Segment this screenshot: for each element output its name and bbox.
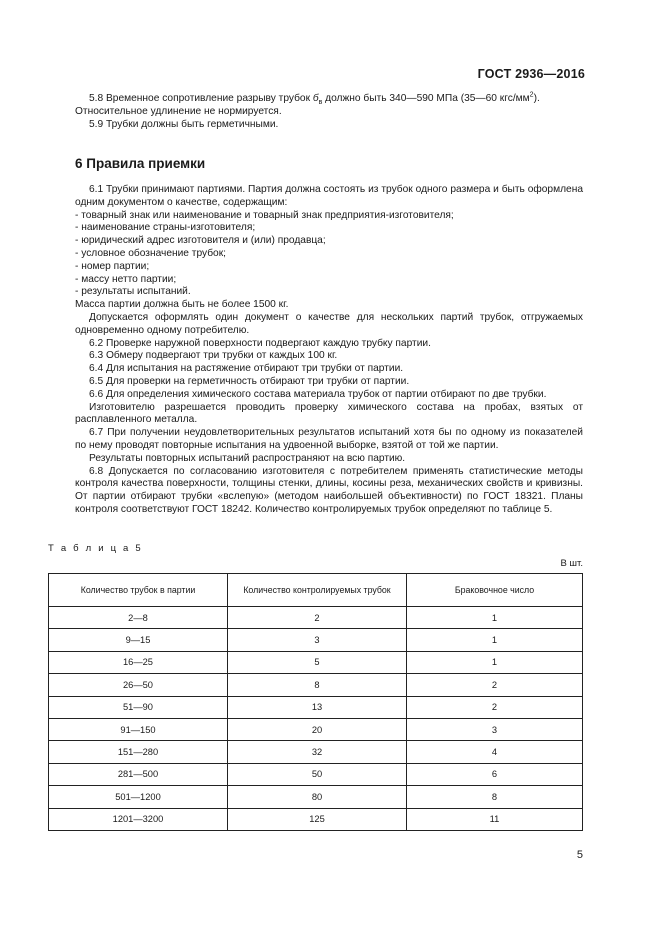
section6-body: [75, 184, 583, 517]
page-number: 5: [576, 849, 583, 861]
cell-lot-size: 26—50: [49, 674, 228, 696]
list-item: - номер партии;: [75, 260, 150, 272]
document-id-header: ГОСТ 2936—2016: [477, 67, 585, 81]
list-item: - наименование страны-изготовителя;: [75, 222, 256, 234]
paragraph-6-6-melt: Изготовителю разрешается проводить проверку химического состава на пробах, взятых от расплавленного металла.: [75, 401, 583, 426]
text-5-8b: должно быть 340—590 МПа (35—60 кгс/мм: [322, 93, 530, 104]
column-header-lot-size: Количество трубок в партии: [49, 574, 228, 607]
paragraph-6-8: 6.8 Допускается по согласованию изготовителя с потребителем применять статистические методы контроля качества поверхности, толщины стенки, длины, косины реза, механических свойств и кривизны. От партии отбирают трубки «вслепую» (методом наибольшей объективности) по ГОСТ 18321. Планы контроля соответствуют ГОСТ 18242. Количество контролируемых трубок определяют по таблице 5.: [75, 465, 583, 515]
cell-inspected-count: 2: [228, 607, 407, 629]
cell-lot-size: 501—1200: [49, 786, 228, 808]
cell-rejection-number: 1: [407, 651, 583, 673]
list-item: - товарный знак или наименование и товарный знак предприятия-изготовителя;: [75, 209, 454, 221]
paragraph-6-5: 6.5 Для проверки на герметичность отбирают три трубки от партии.: [89, 375, 410, 387]
section5-tail: [75, 93, 583, 131]
table-row: [49, 808, 583, 830]
paragraph-6-4: 6.4 Для испытания на растяжение отбирают три трубки от партии.: [89, 363, 404, 375]
cell-rejection-number: 2: [407, 674, 583, 696]
cell-rejection-number: 1: [407, 629, 583, 651]
table-row: [49, 629, 583, 651]
cell-lot-size: 2—8: [49, 607, 228, 629]
table-row: [49, 763, 583, 785]
cell-lot-size: 281—500: [49, 763, 228, 785]
cell-rejection-number: 11: [407, 808, 583, 830]
cell-lot-size: 16—25: [49, 651, 228, 673]
paragraph-mass: Масса партии должна быть не более 1500 кг.: [75, 299, 289, 311]
stress-symbol: б: [312, 93, 319, 104]
cell-rejection-number: 6: [407, 763, 583, 785]
cell-inspected-count: 5: [228, 651, 407, 673]
paragraph-6-3: 6.3 Обмеру подвергают три трубки от каждых 100 кг.: [89, 350, 338, 362]
paragraph-single-doc: Допускается оформлять один документ о качестве для нескольких партий трубок, отгружаемых одновременно одному потребителю.: [75, 311, 583, 336]
list-item: - условное обозначение трубок;: [75, 247, 227, 259]
paragraph-6-7-results: Результаты повторных испытаний распространяют на всю партию.: [89, 452, 406, 464]
paragraph-6-1: 6.1 Трубки принимают партиями. Партия должна состоять из трубок одного размера и быть оформлена одним документом о качестве, содержащим:: [75, 184, 583, 208]
cell-rejection-number: 8: [407, 786, 583, 808]
table-row: [49, 786, 583, 808]
table-row: [49, 696, 583, 718]
paragraph-6-2: 6.2 Проверке наружной поверхности подвергают каждую трубку партии.: [89, 337, 431, 349]
cell-inspected-count: 125: [228, 808, 407, 830]
list-item: - массу нетто партии;: [75, 273, 177, 285]
paragraph-5-9: 5.9 Трубки должны быть герметичными.: [89, 118, 279, 130]
list-item: - юридический адрес изготовителя и (или) продавца;: [75, 235, 326, 247]
paragraph-5-8: [75, 93, 583, 106]
cell-rejection-number: 4: [407, 741, 583, 763]
unit-superscript: 2: [529, 91, 534, 99]
cell-inspected-count: 8: [228, 674, 407, 696]
table-caption: Т а б л и ц а 5: [48, 543, 143, 554]
cell-inspected-count: 13: [228, 696, 407, 718]
text-5-8c: ).: [533, 93, 540, 104]
table-header-row: [49, 574, 583, 607]
table-row: [49, 674, 583, 696]
sampling-table: [48, 573, 583, 831]
table-row: [49, 741, 583, 763]
table-row: [49, 651, 583, 673]
stress-subscript: в: [318, 99, 323, 107]
cell-inspected-count: 50: [228, 763, 407, 785]
cell-inspected-count: 80: [228, 786, 407, 808]
table-row: [49, 718, 583, 740]
cell-rejection-number: 1: [407, 607, 583, 629]
table-unit: В шт.: [560, 558, 583, 569]
text-5-8a: 5.8 Временное сопротивление разрыву трубок: [89, 93, 313, 104]
section-6-title: 6 Правила приемки: [75, 156, 206, 171]
column-header-rejection-number: Браковочное число: [407, 574, 583, 607]
cell-lot-size: 151—280: [49, 741, 228, 763]
cell-inspected-count: 32: [228, 741, 407, 763]
list-item: - результаты испытаний.: [75, 286, 191, 298]
paragraph-6-7: 6.7 При получении неудовлетворительных результатов испытаний хотя бы по одному из показателей по нему проводят повторные испытания на удвоенной выборке, взятой от той же партии.: [75, 427, 583, 451]
cell-rejection-number: 3: [407, 718, 583, 740]
cell-inspected-count: 20: [228, 718, 407, 740]
column-header-inspected-count: Количество контролируемых трубок: [228, 574, 407, 607]
cell-lot-size: 9—15: [49, 629, 228, 651]
cell-rejection-number: 2: [407, 696, 583, 718]
paragraph-5-8-elongation: Относительное удлинение не нормируется.: [75, 105, 282, 117]
cell-lot-size: 91—150: [49, 718, 228, 740]
cell-lot-size: 51—90: [49, 696, 228, 718]
cell-inspected-count: 3: [228, 629, 407, 651]
paragraph-6-6: 6.6 Для определения химического состава материала трубок от партии отбирают по две трубки.: [89, 388, 547, 400]
table-row: [49, 607, 583, 629]
cell-lot-size: 1201—3200: [49, 808, 228, 830]
